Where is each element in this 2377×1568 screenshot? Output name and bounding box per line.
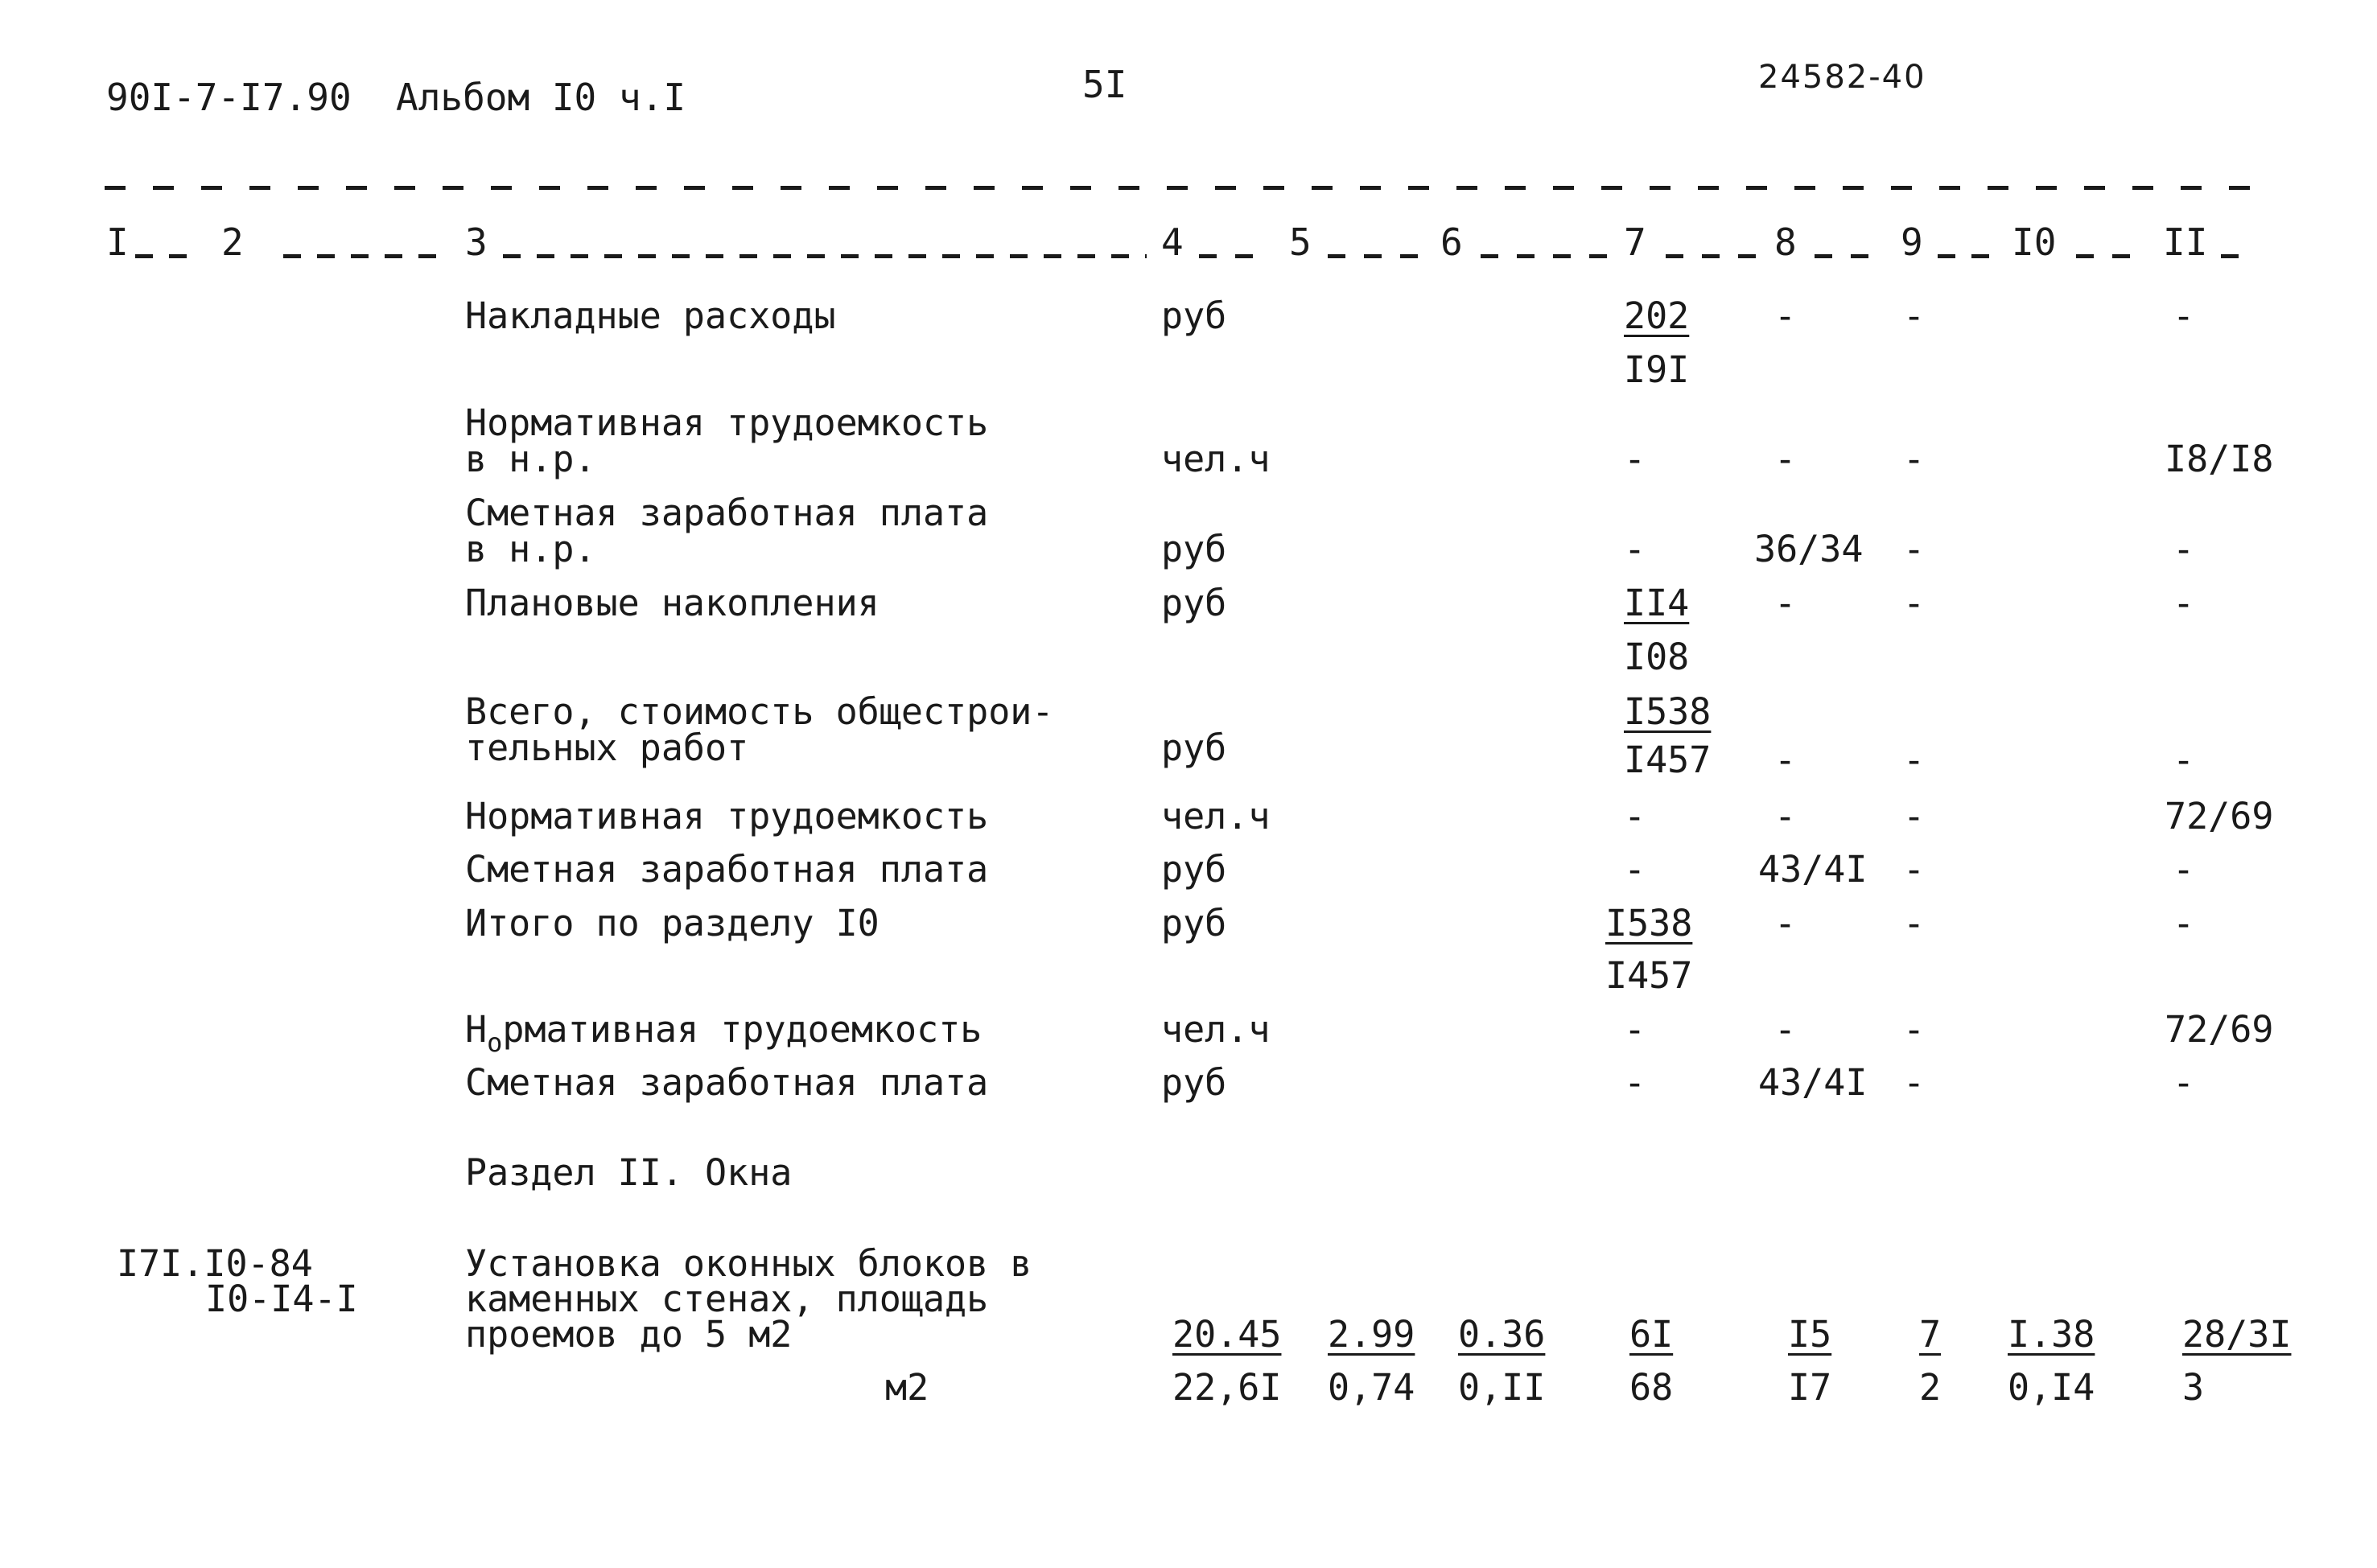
item-c5-bottom: 0,74 <box>1328 1366 1415 1409</box>
header-dash <box>1235 254 1253 258</box>
col-header-1: I <box>106 220 129 264</box>
item-c9-top: 7 <box>1919 1313 1942 1356</box>
row-label-subscript: о <box>487 1027 503 1058</box>
col7-value: - <box>1624 1061 1646 1104</box>
col9-value: - <box>1903 294 1926 337</box>
col11-value: - <box>2173 848 2195 891</box>
col-header-8: 8 <box>1774 220 1797 264</box>
col-header-3: 3 <box>465 220 488 264</box>
item-c9-bottom: 2 <box>1919 1366 1942 1409</box>
item-c5-top: 2.99 <box>1328 1313 1415 1356</box>
col8-value: - <box>1774 902 1797 945</box>
col9-value: - <box>1903 795 1926 838</box>
header-dash <box>1815 254 1832 258</box>
row-label: Сметная заработная плата <box>465 492 989 534</box>
col7-value-top: I538 <box>1624 690 1712 733</box>
col9-value: - <box>1903 438 1926 480</box>
col8-value: - <box>1774 739 1797 781</box>
header-dash <box>1666 254 1683 258</box>
header-dash <box>2076 254 2094 258</box>
header-dash <box>283 254 301 258</box>
header-dash <box>351 254 369 258</box>
col9-value: - <box>1903 1061 1926 1104</box>
item-c7-top: 6I <box>1629 1313 1674 1356</box>
item-c4-top: 20.45 <box>1172 1313 1282 1356</box>
col-header-9: 9 <box>1901 220 1923 264</box>
col7-value-bottom: I457 <box>1605 954 1693 997</box>
header-dash <box>1517 254 1535 258</box>
item-c8-bottom: I7 <box>1788 1366 1832 1409</box>
col7-value-bottom: I457 <box>1624 739 1712 781</box>
col7-value-top: II4 <box>1624 582 1690 624</box>
item-c10-top: I.38 <box>2008 1313 2095 1356</box>
header-dash <box>1938 254 1955 258</box>
col7-value: - <box>1624 795 1646 838</box>
item-description-cont: проемов до 5 м2 <box>465 1313 793 1356</box>
col-header-10: I0 <box>2012 220 2057 264</box>
header-dash <box>169 254 187 258</box>
row-unit: руб <box>1161 726 1227 769</box>
col-header-11: II <box>2163 220 2208 264</box>
header-dash <box>2112 254 2130 258</box>
row-label: Сметная заработная плата <box>465 1061 989 1104</box>
item-c6-top: 0.36 <box>1458 1313 1546 1356</box>
header-dash <box>1589 254 1607 258</box>
header-dash <box>1553 254 1571 258</box>
col8-value: - <box>1774 795 1797 838</box>
col-header-5: 5 <box>1289 220 1312 264</box>
col11-value: 72/69 <box>2165 795 2274 838</box>
row-label: Накладные расходы <box>465 294 836 337</box>
col11-value: - <box>2173 902 2195 945</box>
item-c4-bottom: 22,6I <box>1172 1366 1282 1409</box>
col11-value: - <box>2173 739 2195 781</box>
col-header-7: 7 <box>1624 220 1646 264</box>
header-dash <box>1364 254 1382 258</box>
item-description: Установка оконных блоков в <box>465 1242 1032 1285</box>
page-number: 5I <box>1082 63 1127 106</box>
inventory-number: 24582-40 <box>1758 59 1926 96</box>
row-label: Сметная заработная плата <box>465 848 989 891</box>
col-header-6: 6 <box>1440 220 1463 264</box>
col9-value: - <box>1903 1008 1926 1051</box>
header-dash <box>503 254 1147 258</box>
col9-value: - <box>1903 528 1926 570</box>
col8-value: - <box>1774 294 1797 337</box>
col8-value: 36/34 <box>1754 528 1864 570</box>
col7-value-bottom: I08 <box>1624 636 1690 678</box>
header-dash <box>317 254 335 258</box>
row-label <box>465 1008 983 1058</box>
document-code: 90I-7-I7.90 <box>106 76 352 119</box>
row-label: Плановые накопления <box>465 582 880 624</box>
row-unit: руб <box>1161 848 1227 891</box>
col7-value: - <box>1624 848 1646 891</box>
col7-value: - <box>1624 438 1646 480</box>
col-header-4: 4 <box>1161 220 1184 264</box>
item-code: I7I.I0-84 <box>117 1242 313 1285</box>
row-label: Нормативная трудоемкость <box>465 401 989 444</box>
col7-value: - <box>1624 1008 1646 1051</box>
row-unit: чел.ч <box>1161 438 1271 480</box>
row-label: Всего, стоимость общестрои- <box>465 690 1054 733</box>
col11-value: - <box>2173 528 2195 570</box>
row-label-cont: в н.р. <box>465 438 596 480</box>
col9-value: - <box>1903 902 1926 945</box>
col8-value: - <box>1774 438 1797 480</box>
col7-value: - <box>1624 528 1646 570</box>
row-label-part: Н <box>465 1008 488 1051</box>
header-dash <box>1971 254 1989 258</box>
header-dash <box>1851 254 1868 258</box>
section-title: Раздел II. Окна <box>465 1151 793 1194</box>
col8-value: - <box>1774 1008 1797 1051</box>
item-description-cont: каменных стенах, площадь <box>465 1278 989 1320</box>
header-dash <box>418 254 436 258</box>
row-label: Итого по разделу I0 <box>465 902 880 945</box>
header-dash <box>1481 254 1498 258</box>
col11-value: - <box>2173 294 2195 337</box>
item-unit: м2 <box>885 1366 929 1409</box>
header-dash <box>135 254 153 258</box>
col9-value: - <box>1903 739 1926 781</box>
item-code-cont: I0-I4-I <box>205 1278 358 1320</box>
col8-value: - <box>1774 582 1797 624</box>
row-unit: руб <box>1161 1061 1227 1104</box>
col9-value: - <box>1903 582 1926 624</box>
row-label: Нормативная трудоемкость <box>465 795 989 838</box>
col7-value-top: I538 <box>1605 902 1693 945</box>
header-dash <box>2221 254 2239 258</box>
row-unit: руб <box>1161 582 1227 624</box>
album-label: Альбом I0 ч.I <box>396 76 686 119</box>
row-unit: руб <box>1161 294 1227 337</box>
col11-value: 72/69 <box>2165 1008 2274 1051</box>
col8-value: 43/4I <box>1758 848 1868 891</box>
header-dash <box>1400 254 1418 258</box>
header-dash <box>1738 254 1756 258</box>
header-dash <box>385 254 402 258</box>
row-label-cont: тельных работ <box>465 726 749 769</box>
header-separator <box>105 186 2277 190</box>
item-c6-bottom: 0,II <box>1458 1366 1546 1409</box>
item-c7-bottom: 68 <box>1629 1366 1674 1409</box>
row-unit: руб <box>1161 528 1227 570</box>
col8-value: 43/4I <box>1758 1061 1868 1104</box>
row-label-cont: в н.р. <box>465 528 596 570</box>
col7-value-bottom: I9I <box>1624 348 1690 391</box>
col-header-2: 2 <box>221 220 244 264</box>
col11-value: I8/I8 <box>2165 438 2274 480</box>
header-dash <box>1702 254 1720 258</box>
col11-value: - <box>2173 1061 2195 1104</box>
row-unit: чел.ч <box>1161 1008 1271 1051</box>
col11-value: - <box>2173 582 2195 624</box>
item-c11-top: 28/3I <box>2182 1313 2292 1356</box>
item-c11-bottom: 3 <box>2182 1366 2205 1409</box>
item-c8-top: I5 <box>1788 1313 1832 1356</box>
col9-value: - <box>1903 848 1926 891</box>
item-c10-bottom: 0,I4 <box>2008 1366 2095 1409</box>
row-unit: чел.ч <box>1161 795 1271 838</box>
header-dash <box>1328 254 1345 258</box>
col7-value-top: 202 <box>1624 294 1690 337</box>
row-label-part: рмативная трудоемкость <box>502 1008 983 1051</box>
row-unit: руб <box>1161 902 1227 945</box>
header-dash <box>1199 254 1217 258</box>
